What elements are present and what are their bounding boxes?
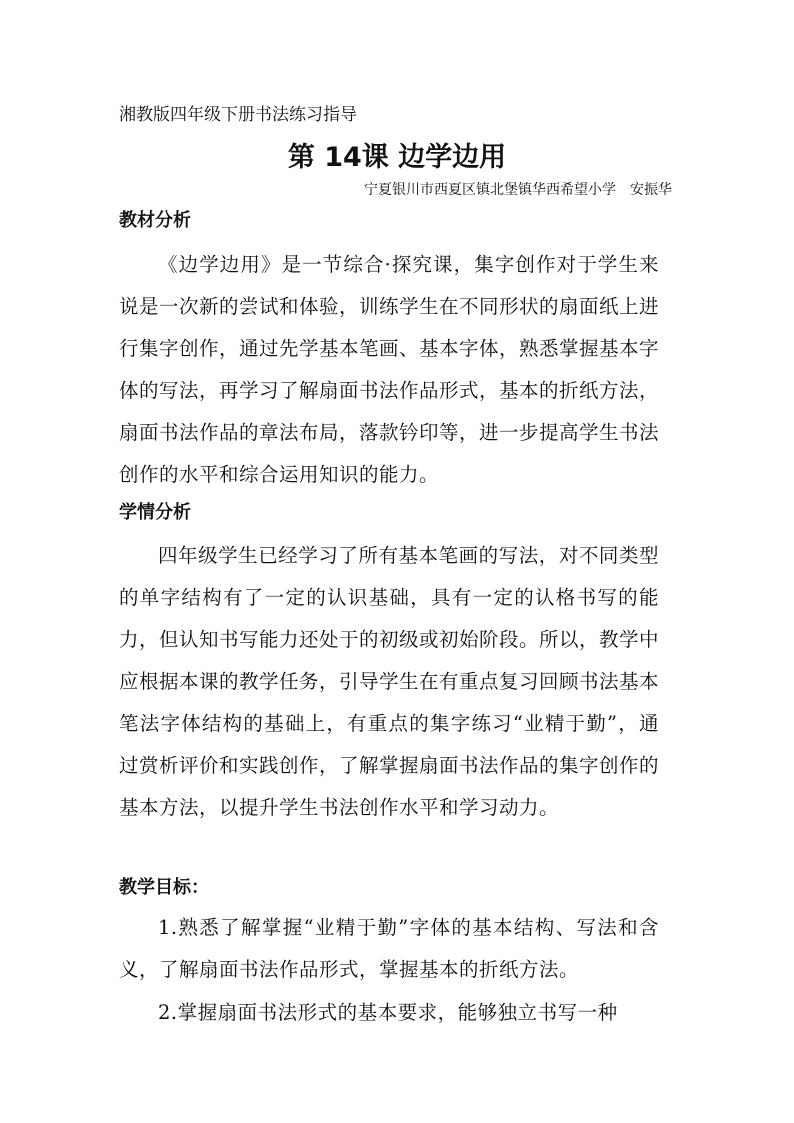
- heading-teaching-goals: 教学目标：: [119, 877, 209, 898]
- heading-textbook-analysis: 教材分析: [119, 210, 191, 231]
- goal-item-1: 1.熟悉了解掌握“业精于勤”字体的基本结构、写法和含义，了解扇面书法作品形式，掌握基本的折纸方法。: [119, 916, 659, 981]
- heading-student-analysis: 学情分析: [119, 502, 191, 523]
- page-title: 第 14课 边学边用: [287, 142, 507, 173]
- author-line: 宁夏银川市西夏区镇北堡镇华西希望小学 安振华: [364, 182, 672, 198]
- goal-item-2: 2.掌握扇面书法形式的基本要求，能够独立书写一种: [158, 1001, 618, 1024]
- paragraph-textbook-analysis: 《边学边用》是一节综合·探究课，集字创作对于学生来说是一次新的尝试和体验，训练学生在不同形状的扇面纸上进行集字创作，通过先学基本笔画、基本字体，熟悉掌握基本字体的写法，再学习了解扇面书法作品形式，基本的折纸方法，扇面书法作品的章法布局，落款钤印等，进一步提高学生书法创作的水平和综合运用知识的能力。: [119, 253, 660, 486]
- course-kicker: 湘教版四年级下册书法练习指导: [119, 105, 357, 125]
- paragraph-student-analysis: 四年级学生已经学习了所有基本笔画的写法，对不同类型的单字结构有了一定的认识基础，具有一定的认格书写的能力，但认知书写能力还处于的初级或初始阶段。所以，教学中应根据本课的教学任务，引导学生在有重点复习回顾书法基本笔法字体结构的基础上，有重点的集字练习“业精于勤”，通过赏析评价和实践创作，了解掌握扇面书法作品的集字创作的基本方法，以提升学生书法创作水平和学习动力。: [119, 544, 660, 819]
